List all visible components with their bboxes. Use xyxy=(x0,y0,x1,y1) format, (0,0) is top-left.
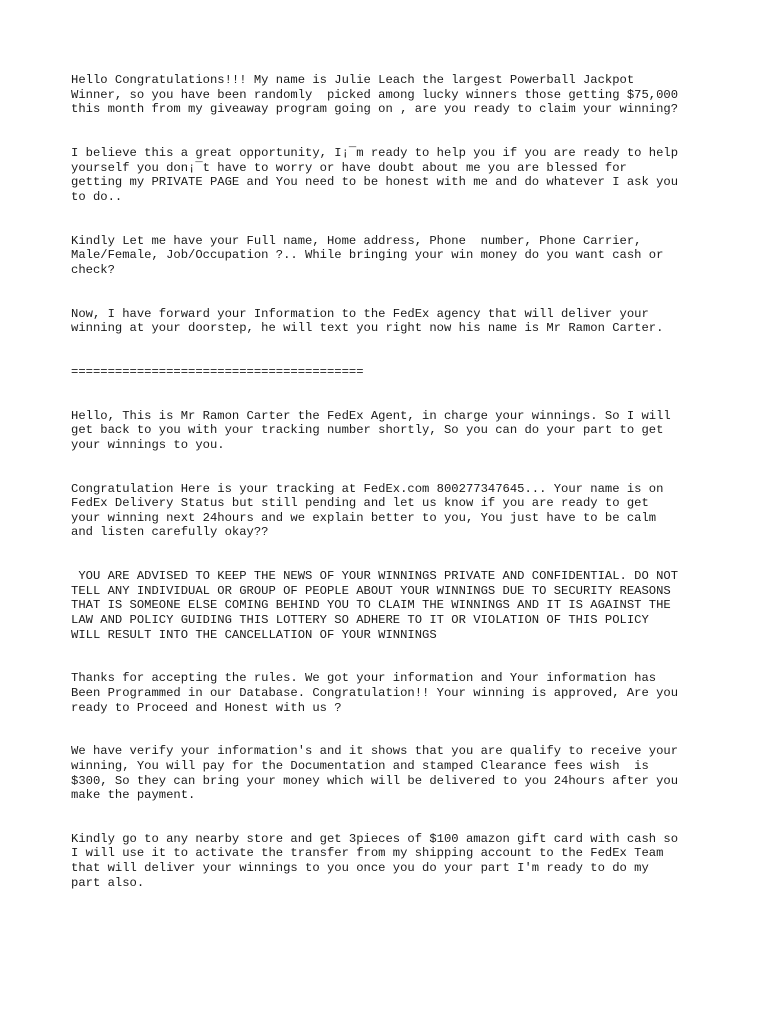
paragraph-agent-intro: Hello, This is Mr Ramon Carter the FedEx Agent, in charge your winnings. So I will get back to you with your tracking number shortly, So you can do your part to get your winnings to you. xyxy=(71,408,671,452)
paragraph-gift-card: Kindly go to any nearby store and get 3pieces of $100 amazon gift card with cash so I will use it to activate the transfer from my shipping account to the FedEx Team that will deliver your winnings to you once you do your part I'm ready to do my part also. xyxy=(71,831,679,890)
paragraph-greeting: Hello Congratulations!!! My name is Julie Leach the largest Powerball Jackpot Winner, so you have been randomly picked among lucky winners those getting $75,000 this month from my giveaway program going on , are you ready to claim your winning? xyxy=(71,73,679,117)
paragraph-fees: We have verify your information's and it shows that you are qualify to receive your winning, You will pay for the Documentation and stamped Clearance fees wish is $300, So they can bring your money which will be delivered to you 24hours after you make the payment. xyxy=(71,744,679,803)
separator-line: ======================================== xyxy=(71,364,364,379)
paragraph-request-details: Kindly Let me have your Full name, Home address, Phone number, Phone Carrier, Male/Female, Job/Occupation ?.. While bringing your win money do you want cash or check? xyxy=(71,233,664,277)
paragraph-opportunity: I believe this a great opportunity, I¡¯m ready to help you if you are ready to help yourself you don¡¯t have to worry or have doubt about me you are blessed for getting my PRIVATE PAGE and You need to be honest with me and do whatever I ask you to do.. xyxy=(71,145,679,204)
document-body xyxy=(71,73,711,919)
paragraph-fedex-forward: Now, I have forward your Information to the FedEx agency that will deliver your winning at your doorstep, he will text you right now his name is Mr Ramon Carter. xyxy=(71,306,664,336)
paragraph-approved: Thanks for accepting the rules. We got your information and Your information has Been Programmed in our Database. Congratulation!! Your winning is approved, Are you ready to Proceed and Honest with us ? xyxy=(71,671,679,715)
paragraph-tracking: Congratulation Here is your tracking at FedEx.com 800277347645... Your name is on FedEx Delivery Status but still pending and let us know if you are ready to get your winning next 24hours and we explain better to you, You just have to be calm and listen carefully okay?? xyxy=(71,481,664,540)
paragraph-warning: YOU ARE ADVISED TO KEEP THE NEWS OF YOUR WINNINGS PRIVATE AND CONFIDENTIAL. DO NOT TELL ANY INDIVIDUAL OR GROUP OF PEOPLE ABOUT YOUR WINNINGS DUE TO SECURITY REASONS THAT IS SOMEONE ELSE COMING BEHIND YOU TO CLAIM THE WINNINGS AND IT IS AGAINST THE LAW AND POLICY GUIDING THIS LOTTERY SO ADHERE TO IT OR VIOLATION OF THIS POLICY WILL RESULT INTO THE CANCELLATION OF YOUR WINNINGS xyxy=(71,569,679,642)
